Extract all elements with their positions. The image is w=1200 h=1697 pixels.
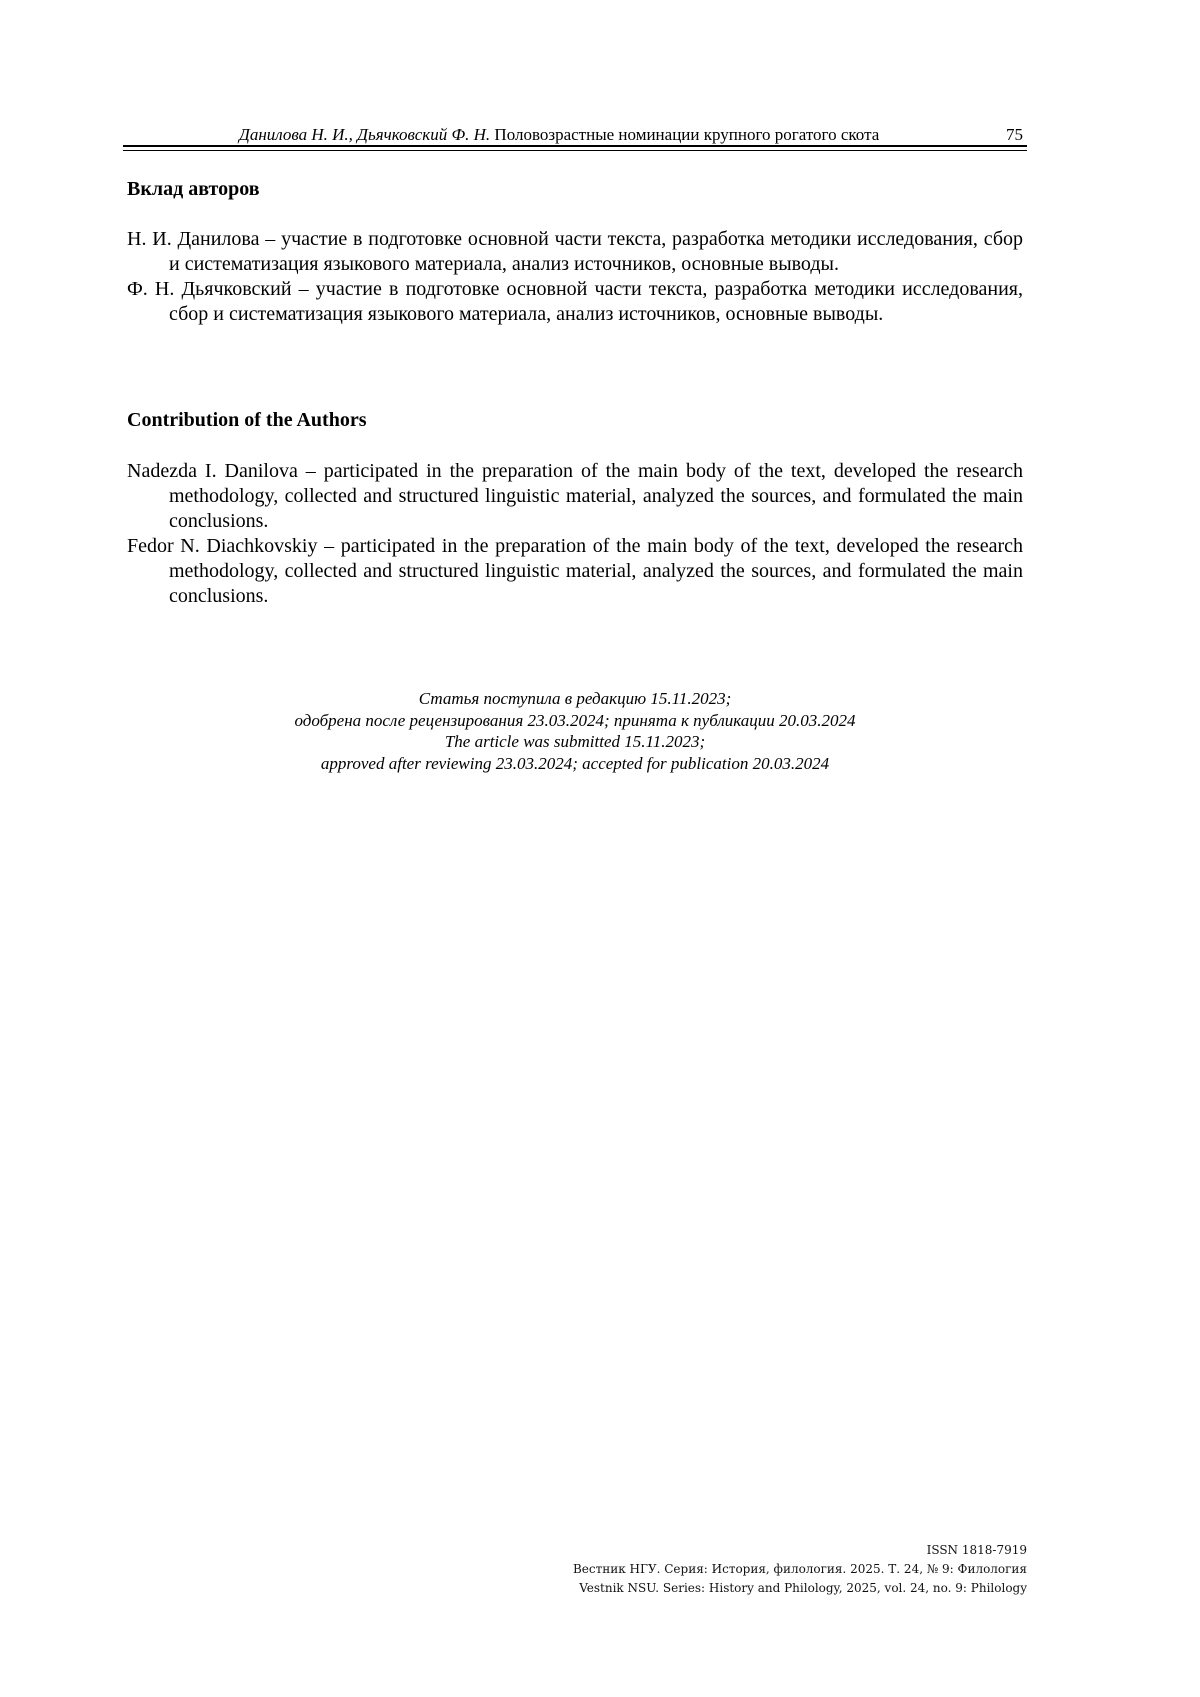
contribution-entry-en-1: Nadezda I. Danilova – participated in the preparation of the main body of the text, developed the research methodology, collected and structured linguistic material, analyzed the sources, and formulated the main conclusions. — [127, 460, 1023, 532]
page-number: 75 — [1006, 125, 1023, 144]
header-rule-thin — [123, 150, 1027, 151]
header-rule-thick — [123, 145, 1027, 147]
running-head-title: Половозрастные номинации крупного рогатого скота — [494, 125, 880, 144]
contribution-entry-ru-2: Ф. Н. Дьячковский – участие в подготовке основной части текста, разработка методики исследования, сбор и систематизация языкового материала, анализ источников, основные выводы. — [127, 278, 1023, 325]
author-contributions-en — [127, 459, 1023, 609]
article-dates — [127, 688, 1023, 774]
footer-journal-en: Vestnik NSU. Series: History and Philology, 2025, vol. 24, no. 9: Philology — [579, 1581, 1027, 1595]
section-heading-en: Contribution of the Authors — [127, 409, 367, 431]
date-ru-approved: одобрена после рецензирования 23.03.2024; принята к публикации 20.03.2024 — [294, 710, 856, 730]
date-en-submitted: The article was submitted 15.11.2023; — [444, 732, 706, 751]
contribution-entry-ru-1: Н. И. Данилова – участие в подготовке основной части текста, разработка методики исследования, сбор и систематизация языкового материала, анализ источников, основные выводы. — [127, 228, 1023, 275]
date-en-approved: approved after reviewing 23.03.2024; accepted for publication 20.03.2024 — [320, 753, 830, 773]
section-heading-ru: Вклад авторов — [127, 178, 260, 200]
contribution-entry-en-2: Fedor N. Diachkovskiy – participated in the preparation of the main body of the text, developed the research methodology, collected and structured linguistic material, analyzed the sources, and formulated the main conclusions. — [127, 535, 1023, 607]
date-ru-submitted: Статья поступила в редакцию 15.11.2023; — [418, 689, 732, 708]
running-head-text — [239, 124, 879, 146]
author-contributions-ru — [127, 227, 1023, 327]
journal-footer — [573, 1541, 1027, 1598]
running-head-authors: Данилова Н. И., Дьячковский Ф. Н. — [239, 125, 491, 144]
footer-issn: ISSN 1818-7919 — [926, 1543, 1027, 1557]
footer-journal-ru: Вестник НГУ. Серия: История, филология. 2025. Т. 24, № 9: Филология — [572, 1562, 1027, 1576]
